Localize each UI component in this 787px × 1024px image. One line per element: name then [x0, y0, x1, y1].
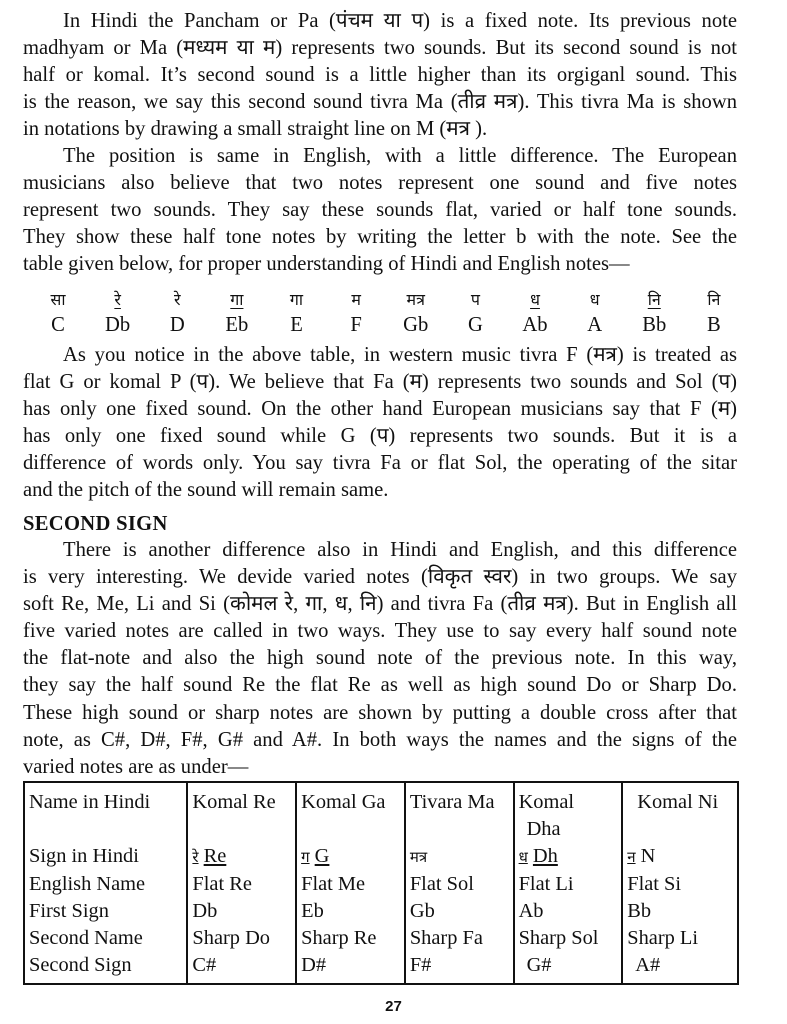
table-cell — [296, 843, 405, 871]
text-line: madhyam or Ma (मध्यम या म) represents two sounds. But its second sound is not — [23, 37, 737, 60]
text-line: In Hindi the Pancham or Pa (पंचम या प) is a fixed note. Its previous note — [63, 10, 737, 32]
hindi-notes-row — [34, 287, 738, 314]
paragraph-3 — [23, 342, 737, 505]
english-note: Ab — [522, 314, 548, 336]
table-cell: Gb — [405, 898, 514, 925]
section-heading: SECOND SIGN — [23, 513, 168, 535]
english-note: C — [51, 314, 65, 336]
table-header-cont-row — [24, 816, 738, 843]
hindi-note: सा — [50, 292, 66, 309]
english-note: Db — [105, 314, 131, 336]
table-cell: Flat Li — [514, 871, 623, 898]
hindi-note: रे — [173, 292, 181, 309]
table-cell: Sharp Li — [622, 925, 738, 952]
english-note: Bb — [642, 314, 667, 336]
page-number: 27 — [385, 998, 402, 1015]
text-line: These high sound or sharp notes are shown by putting a double cross after that — [23, 701, 737, 724]
table-cell: Db — [187, 898, 296, 925]
text-line: has only one fixed sound. On the other hand European musicians say that F (म) — [23, 398, 737, 421]
table-cell: Sharp Fa — [405, 925, 514, 952]
table-row — [24, 952, 738, 984]
table-cell — [405, 843, 514, 871]
hindi-note: म — [351, 292, 361, 309]
text-line: musicians also believe that two notes represent one sound and five notes — [23, 172, 737, 195]
hindi-note: ध — [589, 292, 600, 309]
table-cell — [187, 816, 296, 843]
text-line: represent two sounds. They say these sounds flat, varied or half tone sounds. — [23, 199, 737, 222]
text-line: note, as C#, D#, F#, G# and A#. In both ways the names and the signs of the — [23, 728, 737, 751]
table-cell: Bb — [622, 898, 738, 925]
table-header: Komal — [514, 782, 623, 816]
hindi-sign: ध — [518, 848, 528, 866]
hindi-sign: न — [627, 848, 636, 866]
table-cell — [187, 843, 296, 871]
text-line: flat G or komal P (प). We believe that Fa (म) represents two sounds and Sol (प) — [23, 371, 737, 394]
table-cell: Sharp Do — [187, 925, 296, 952]
table-cell — [24, 816, 187, 843]
hindi-note: मत्र — [406, 292, 425, 309]
hindi-note: नि — [707, 292, 721, 309]
notes-table — [23, 781, 739, 985]
table-cell: A# — [622, 952, 738, 984]
table-row — [24, 898, 738, 925]
hindi-sign: मत्र — [409, 848, 428, 866]
text-line: the flat-note and also the high sound note of the previous note. In this way, — [23, 647, 737, 670]
table-cell: D# — [296, 952, 405, 984]
english-note: E — [290, 314, 303, 336]
hindi-note: ध — [530, 292, 540, 309]
hindi-sign: रे — [192, 848, 199, 866]
table-cell: Flat Si — [622, 871, 738, 898]
table-cell: C# — [187, 952, 296, 984]
hindi-note: प — [470, 292, 480, 309]
text-line: in notations by drawing a small straight line on M (मत्र ). — [23, 118, 488, 141]
text-line: five varied notes are called in two ways. They use to say every half sound note — [23, 620, 737, 643]
roman-sign: N — [640, 845, 656, 867]
table-cell — [622, 843, 738, 871]
row-label: Second Name — [24, 925, 187, 952]
text-line: soft Re, Me, Li and Si (कोमल रे, गा, ध, नि) and tivra Fa (तीव्र मत्र). But in English all — [23, 593, 737, 616]
english-note: A — [587, 314, 603, 336]
row-label: Second Sign — [24, 952, 187, 984]
english-note: Eb — [225, 314, 249, 336]
text-line: is the reason, we say this second sound tivra Ma (तीव्र मत्र). This tivra Ma is shown — [23, 91, 737, 114]
text-line: they say the half sound Re the flat Re as well as high sound Do or Sharp Do. — [23, 674, 737, 697]
english-note: Gb — [403, 314, 429, 336]
text-line: varied notes are as under— — [23, 755, 249, 778]
english-note: G — [467, 314, 483, 336]
table-cell — [296, 816, 405, 843]
english-note: F — [350, 314, 362, 336]
text-line: is very interesting. We devide varied notes (विकृत स्वर) in two groups. We say — [23, 566, 737, 589]
table-header: Tivara Ma — [405, 782, 514, 816]
hindi-sign: ग — [301, 848, 310, 866]
table-cell: Dha — [514, 816, 623, 843]
table-cell: G# — [514, 952, 623, 984]
text-line: half or komal. It’s second sound is a little higher than its orgiganl sound. This — [23, 64, 737, 87]
table-row — [24, 925, 738, 952]
table-cell: Flat Me — [296, 871, 405, 898]
hindi-note: रे — [114, 292, 121, 309]
table-cell: Ab — [514, 898, 623, 925]
table-row — [24, 871, 738, 898]
table-cell: Sharp Re — [296, 925, 405, 952]
table-cell: Sharp Sol — [514, 925, 623, 952]
table-cell — [514, 843, 623, 871]
hindi-note: गा — [289, 292, 304, 309]
text-line: As you notice in the above table, in western music tivra F (मत्र) is treated as — [63, 344, 737, 366]
roman-sign: Re — [203, 845, 227, 867]
table-row — [24, 843, 738, 871]
table-header: Komal Ga — [296, 782, 405, 816]
english-note: B — [707, 314, 721, 336]
paragraph-2 — [23, 143, 737, 278]
hindi-note: गा — [230, 292, 244, 309]
english-note: D — [169, 314, 185, 336]
text-line: table given below, for proper understanding of Hindi and English notes— — [23, 253, 630, 276]
english-notes-row — [34, 314, 738, 341]
table-header: Name in Hindi — [24, 782, 187, 816]
paragraph-4 — [23, 537, 737, 781]
table-cell: Flat Re — [187, 871, 296, 898]
table-header-row — [24, 782, 738, 816]
roman-sign: Dh — [532, 845, 558, 867]
text-line: and the pitch of the sound will remain same. — [23, 479, 389, 502]
table-cell: Flat Sol — [405, 871, 514, 898]
text-line: The position is same in English, with a little difference. The European — [63, 145, 737, 167]
table-cell: Eb — [296, 898, 405, 925]
roman-sign: G — [314, 845, 330, 867]
notes-comparison — [34, 287, 738, 341]
hindi-note: नि — [647, 292, 661, 309]
table-cell — [405, 816, 514, 843]
table-cell: F# — [405, 952, 514, 984]
row-label: Sign in Hindi — [24, 843, 187, 871]
row-label: First Sign — [24, 898, 187, 925]
table-header: Komal Re — [187, 782, 296, 816]
text-line: There is another difference also in Hindi and English, and this difference — [63, 539, 737, 561]
text-line: They show these half tone notes by writing the letter b with the note. See the — [23, 226, 737, 249]
paragraph-1 — [23, 8, 737, 143]
table-header: Komal Ni — [622, 782, 738, 816]
text-line: has only one fixed sound while G (प) represents two sounds. But it is a — [23, 425, 737, 448]
row-label: English Name — [24, 871, 187, 898]
table-cell — [622, 816, 738, 843]
text-line: difference of words only. You say tivra Fa or flat Sol, the operating of the sitar — [23, 452, 737, 475]
